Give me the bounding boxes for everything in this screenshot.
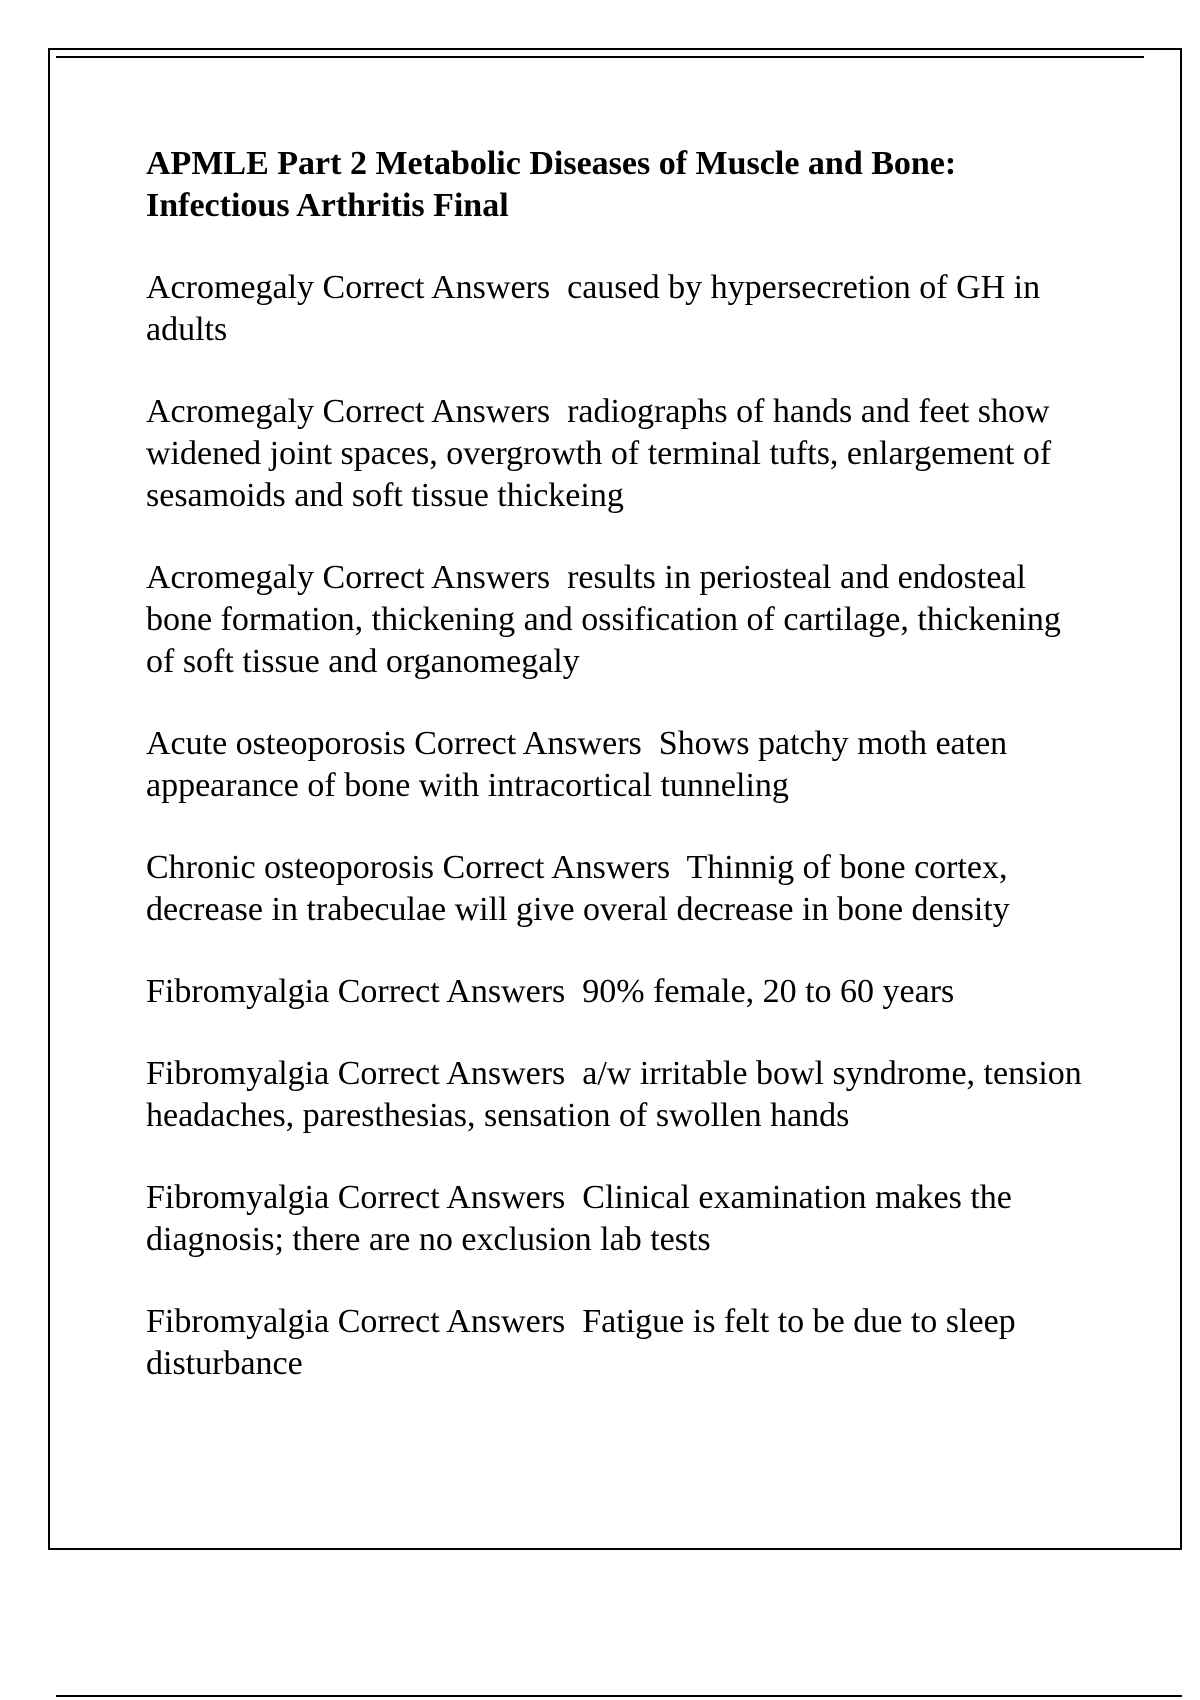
entry-label: Correct Answers	[337, 1303, 566, 1340]
qa-entry	[146, 391, 1096, 517]
entry-label: Correct Answers	[322, 269, 551, 306]
entry-answer: Clinical examination makes the diagnosis; there are no exclusion lab tests	[146, 1179, 1012, 1258]
entry-term: Acromegaly	[146, 559, 315, 596]
entry-term: Acromegaly	[146, 269, 315, 306]
entry-label: Correct Answers	[337, 973, 566, 1010]
document-title: APMLE Part 2 Metabolic Diseases of Muscle and Bone: Infectious Arthritis Final	[146, 145, 957, 224]
qa-entry	[146, 1053, 1096, 1137]
entry-term: Fibromyalgia	[146, 1055, 330, 1092]
entry-answer: Shows patchy moth eaten appearance of bone with intracortical tunneling	[146, 725, 1008, 804]
entry-answer: 90% female, 20 to 60 years	[582, 973, 955, 1010]
document-body	[146, 143, 1096, 1425]
entry-label: Correct Answers	[337, 1179, 566, 1216]
qa-entry	[146, 971, 1096, 1013]
qa-entry	[146, 267, 1096, 351]
entry-label: Correct Answers	[442, 849, 671, 886]
entry-term: Fibromyalgia	[146, 1303, 330, 1340]
entry-term: Acromegaly	[146, 393, 315, 430]
entry-answer: a/w irritable bowl syndrome, tension headaches, paresthesias, sensation of swollen hands	[146, 1055, 1082, 1134]
entry-label: Correct Answers	[322, 393, 551, 430]
entry-answer: Thinnig of bone cortex, decrease in trabeculae will give overal decrease in bone density	[146, 849, 1010, 928]
entry-label: Correct Answers	[414, 725, 642, 762]
entry-label: Correct Answers	[337, 1055, 566, 1092]
bottom-rule	[56, 1695, 1182, 1697]
qa-entry	[146, 723, 1096, 807]
entry-term: Chronic osteoporosis	[146, 849, 435, 886]
qa-entry	[146, 557, 1096, 683]
entry-answer: results in periosteal and endosteal bone formation, thickening and ossification of cartilage, thickening of soft tissue and organomegaly	[146, 559, 1061, 680]
entry-answer: Fatigue is felt to be due to sleep disturbance	[146, 1303, 1016, 1382]
entry-answer: radiographs of hands and feet show widened joint spaces, overgrowth of terminal tufts, enlargement of sesamoids and soft tissue thickeing	[146, 393, 1052, 514]
entry-label: Correct Answers	[322, 559, 551, 596]
top-rule	[56, 56, 1144, 58]
qa-entry	[146, 1301, 1096, 1385]
qa-entry	[146, 847, 1096, 931]
entry-term: Fibromyalgia	[146, 973, 330, 1010]
qa-entry	[146, 1177, 1096, 1261]
entry-answer: caused by hypersecretion of GH in adults	[146, 269, 1041, 348]
entry-term: Fibromyalgia	[146, 1179, 330, 1216]
entry-term: Acute osteoporosis	[146, 725, 406, 762]
